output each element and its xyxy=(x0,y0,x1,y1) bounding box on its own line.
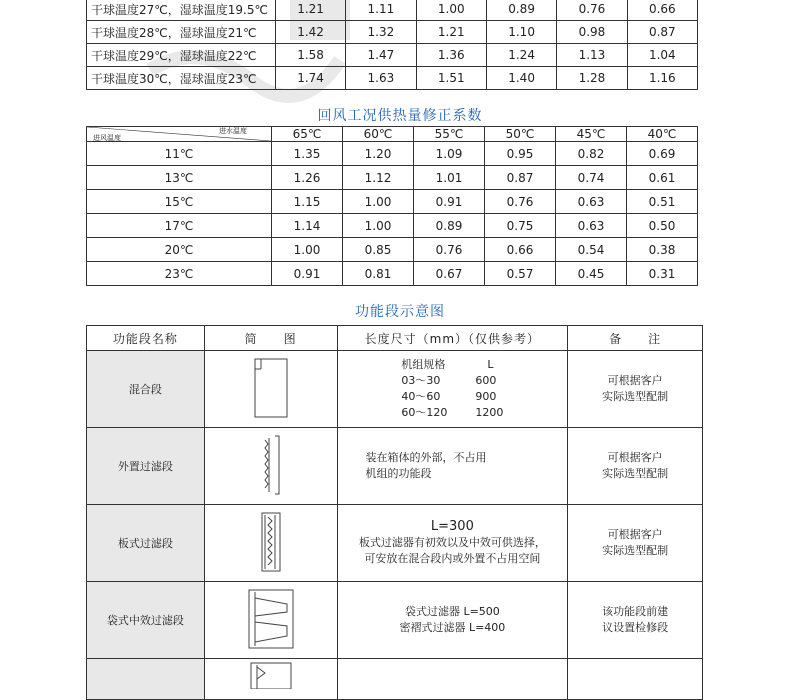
corner-top-label: 进水温度 xyxy=(219,127,247,135)
value-cell: 0.66 xyxy=(627,0,697,21)
note-line: 该功能段前建 xyxy=(602,605,669,618)
value-cell: 1.35 xyxy=(272,142,343,166)
desc-line: 可安放在混合段内或外置不占用空间 xyxy=(364,552,541,565)
length-cell xyxy=(337,659,568,700)
table-row xyxy=(87,21,698,44)
table-row xyxy=(87,428,703,505)
column-header: 45℃ xyxy=(556,127,627,142)
value-cell: 1.04 xyxy=(627,44,697,67)
column-header: 功能段名称 xyxy=(87,326,205,351)
desc-line: 袋式过滤器 L=500 xyxy=(404,605,500,618)
sketch-cell xyxy=(204,351,337,428)
value-cell: 1.14 xyxy=(272,214,343,238)
desc-line: 机组的功能段 xyxy=(365,467,432,480)
value-cell: 1.42 xyxy=(275,21,345,44)
table-row xyxy=(87,262,698,286)
value-cell: 1.58 xyxy=(275,44,345,67)
column-header: 65℃ xyxy=(272,127,343,142)
value-cell: 1.74 xyxy=(275,67,345,90)
note-line: 实际选型配制 xyxy=(602,390,669,403)
value-cell: 0.85 xyxy=(343,238,414,262)
value-cell: 0.63 xyxy=(556,190,627,214)
note-line: 议设置检修段 xyxy=(602,621,669,634)
value-cell: 0.89 xyxy=(486,0,556,21)
value-cell: 0.76 xyxy=(485,190,556,214)
sketch-cell xyxy=(204,505,337,582)
note-cell xyxy=(568,582,703,659)
value-cell: 1.47 xyxy=(346,44,416,67)
table-row xyxy=(87,190,698,214)
spec-model: 40～60 xyxy=(401,390,441,403)
inlet-temp-cell: 15℃ xyxy=(87,190,272,214)
table-row xyxy=(87,582,703,659)
column-header: 55℃ xyxy=(414,127,485,142)
heating-table-title: 回风工况供热量修正系数 xyxy=(317,108,483,124)
note-cell xyxy=(568,505,703,582)
spec-header-value: L xyxy=(487,358,494,371)
value-cell: 0.67 xyxy=(414,262,485,286)
value-cell: 1.11 xyxy=(346,0,416,21)
note-line: 可根据客户 xyxy=(607,528,663,541)
section-name xyxy=(87,659,205,700)
length-cell xyxy=(337,351,568,428)
external-filter-sketch xyxy=(259,434,283,496)
value-cell: 0.87 xyxy=(627,21,697,44)
partial-section-sketch xyxy=(247,659,295,689)
value-cell: 1.28 xyxy=(557,67,627,90)
table-row xyxy=(87,0,698,21)
diagonal-header-cell xyxy=(87,127,272,142)
table-row xyxy=(87,214,698,238)
inlet-temp-cell: 23℃ xyxy=(87,262,272,286)
table-row xyxy=(87,142,698,166)
column-header: 简 图 xyxy=(204,326,337,351)
value-cell: 1.21 xyxy=(275,0,345,21)
note-line: 实际选型配制 xyxy=(602,467,669,480)
table-row xyxy=(87,659,703,700)
cooling-correction-table xyxy=(86,0,698,90)
section-name: 外置过滤段 xyxy=(87,428,205,505)
column-header: 50℃ xyxy=(485,127,556,142)
section-name: 板式过滤段 xyxy=(87,505,205,582)
value-cell: 0.66 xyxy=(485,238,556,262)
value-cell: 1.40 xyxy=(486,67,556,90)
heating-correction-table xyxy=(86,126,698,286)
length-cell xyxy=(337,582,568,659)
spec-length: 1200 xyxy=(475,406,504,419)
value-cell: 0.31 xyxy=(627,262,698,286)
column-header: 40℃ xyxy=(627,127,698,142)
length-cell xyxy=(337,505,568,582)
condition-cell: 干球温度29℃，湿球温度22℃ xyxy=(87,44,276,67)
value-cell: 1.12 xyxy=(343,166,414,190)
value-cell: 0.82 xyxy=(556,142,627,166)
spec-model: 60～120 xyxy=(401,406,448,419)
note-cell xyxy=(568,351,703,428)
value-cell: 0.69 xyxy=(627,142,698,166)
spec-model: 03～30 xyxy=(401,374,441,387)
length-cell xyxy=(337,428,568,505)
value-cell: 0.61 xyxy=(627,166,698,190)
length-value: L=300 xyxy=(430,519,474,534)
value-cell: 0.57 xyxy=(485,262,556,286)
value-cell: 0.74 xyxy=(556,166,627,190)
sketch-cell xyxy=(204,582,337,659)
sketch-cell xyxy=(204,659,337,700)
function-section-table xyxy=(86,325,703,700)
note-cell xyxy=(568,428,703,505)
value-cell: 1.00 xyxy=(416,0,486,21)
value-cell: 1.21 xyxy=(416,21,486,44)
condition-cell: 干球温度30℃，湿球温度23℃ xyxy=(87,67,276,90)
inlet-temp-cell: 20℃ xyxy=(87,238,272,262)
value-cell: 1.16 xyxy=(627,67,697,90)
value-cell: 0.75 xyxy=(485,214,556,238)
value-cell: 1.00 xyxy=(272,238,343,262)
column-header: 长度尺寸（mm）（仅供参考） xyxy=(337,326,568,351)
value-cell: 0.38 xyxy=(627,238,698,262)
corner-bottom-label: 进风温度 xyxy=(93,134,121,142)
column-header: 60℃ xyxy=(343,127,414,142)
value-cell: 0.63 xyxy=(556,214,627,238)
value-cell: 0.91 xyxy=(414,190,485,214)
note-cell xyxy=(568,659,703,700)
table-row xyxy=(87,44,698,67)
plate-filter-sketch xyxy=(259,511,283,573)
column-header: 备 注 xyxy=(568,326,703,351)
condition-cell: 干球温度27℃，湿球温度19.5℃ xyxy=(87,0,276,21)
value-cell: 0.50 xyxy=(627,214,698,238)
table-row xyxy=(87,238,698,262)
table-row xyxy=(87,166,698,190)
table-header-row xyxy=(87,127,698,142)
value-cell: 1.15 xyxy=(272,190,343,214)
value-cell: 1.00 xyxy=(343,190,414,214)
table-row xyxy=(87,67,698,90)
bag-filter-sketch xyxy=(247,588,295,650)
value-cell: 1.00 xyxy=(343,214,414,238)
desc-line: 装在箱体的外部，不占用 xyxy=(365,451,487,464)
value-cell: 0.76 xyxy=(414,238,485,262)
value-cell: 0.95 xyxy=(485,142,556,166)
value-cell: 1.13 xyxy=(557,44,627,67)
value-cell: 1.01 xyxy=(414,166,485,190)
function-table-title: 功能段示意图 xyxy=(355,304,445,320)
mixing-section-sketch xyxy=(251,357,291,419)
value-cell: 1.63 xyxy=(346,67,416,90)
spec-header-label: 机组规格 xyxy=(401,358,446,371)
value-cell: 0.51 xyxy=(627,190,698,214)
sketch-cell xyxy=(204,428,337,505)
inlet-temp-cell: 17℃ xyxy=(87,214,272,238)
desc-line: 板式过滤器有初效以及中效可供选择， xyxy=(358,536,546,549)
value-cell: 1.36 xyxy=(416,44,486,67)
value-cell: 1.20 xyxy=(343,142,414,166)
spec-table xyxy=(401,357,503,421)
value-cell: 1.26 xyxy=(272,166,343,190)
value-cell: 0.87 xyxy=(485,166,556,190)
value-cell: 0.81 xyxy=(343,262,414,286)
note-line: 可根据客户 xyxy=(607,374,663,387)
table-header-row xyxy=(87,326,703,351)
value-cell: 1.10 xyxy=(486,21,556,44)
section-name: 袋式中效过滤段 xyxy=(87,582,205,659)
value-cell: 0.91 xyxy=(272,262,343,286)
value-cell: 0.98 xyxy=(557,21,627,44)
value-cell: 1.09 xyxy=(414,142,485,166)
value-cell: 0.89 xyxy=(414,214,485,238)
condition-cell: 干球温度28℃，湿球温度21℃ xyxy=(87,21,276,44)
value-cell: 0.76 xyxy=(557,0,627,21)
value-cell: 1.51 xyxy=(416,67,486,90)
spec-length: 600 xyxy=(475,374,497,387)
inlet-temp-cell: 11℃ xyxy=(87,142,272,166)
spec-length: 900 xyxy=(475,390,497,403)
note-line: 实际选型配制 xyxy=(602,544,669,557)
value-cell: 0.45 xyxy=(556,262,627,286)
table-row xyxy=(87,351,703,428)
value-cell: 0.54 xyxy=(556,238,627,262)
section-name: 混合段 xyxy=(87,351,205,428)
note-line: 可根据客户 xyxy=(607,451,663,464)
table-row xyxy=(87,505,703,582)
inlet-temp-cell: 13℃ xyxy=(87,166,272,190)
desc-line: 密褶式过滤器 L=400 xyxy=(399,621,506,634)
value-cell: 1.32 xyxy=(346,21,416,44)
value-cell: 1.24 xyxy=(486,44,556,67)
